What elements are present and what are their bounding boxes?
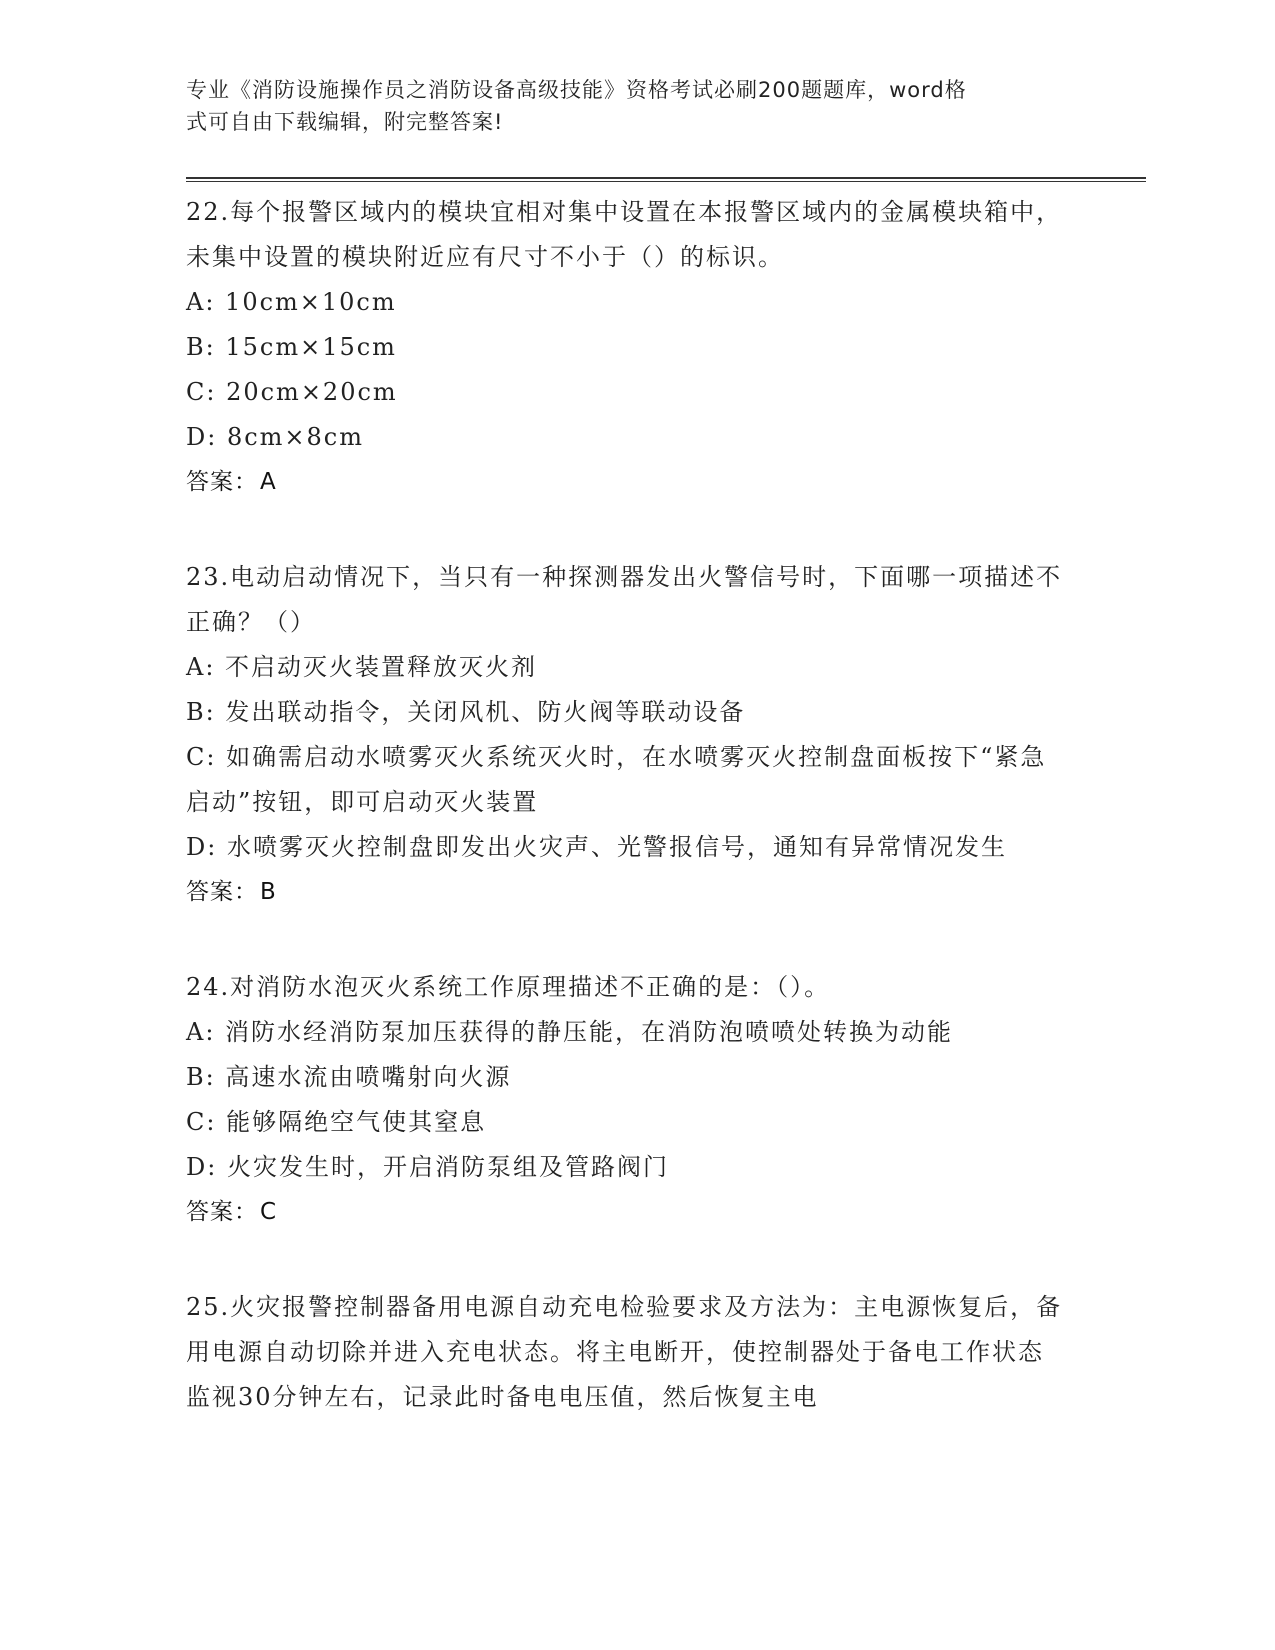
question-22 xyxy=(186,190,1066,505)
question-text: 23.电动启动情况下，当只有一种探测器发出火警信号时，下面哪一项描述不正确？（） xyxy=(186,563,1063,636)
option-b: B: 高速水流由喷嘴射向火源 xyxy=(186,1063,512,1091)
header-line-1: 专业《消防设施操作员之消防设备高级技能》资格考试必刷200题题库，word格 xyxy=(186,78,967,102)
answer-label: 答案： xyxy=(186,879,258,905)
question-list xyxy=(186,190,1066,1420)
question-23 xyxy=(186,555,1066,915)
answer-value: A xyxy=(260,469,277,495)
answer-label: 答案： xyxy=(186,1199,258,1225)
question-24 xyxy=(186,965,1066,1235)
header-divider xyxy=(186,177,1146,182)
question-text: 22.每个报警区域内的模块宜相对集中设置在本报警区域内的金属模块箱中，未集中设置的模块附近应有尺寸不小于（）的标识。 xyxy=(186,198,1063,271)
question-25 xyxy=(186,1285,1066,1420)
option-b: B: 15cm×15cm xyxy=(186,333,397,361)
answer-line xyxy=(186,1190,1066,1235)
answer-value: C xyxy=(260,1199,278,1225)
option-d: D: 8cm×8cm xyxy=(186,423,365,451)
answer-label: 答案： xyxy=(186,469,258,495)
question-text: 25.火灾报警控制器备用电源自动充电检验要求及方法为：主电源恢复后，备用电源自动切除并进入充电状态。将主电断开，使控制器处于备电工作状态监视30分钟左右，记录此时备电电压值，然后恢复主电 xyxy=(186,1293,1063,1411)
option-a: A: 消防水经消防泵加压获得的静压能，在消防泡喷喷处转换为动能 xyxy=(186,1018,954,1046)
option-d: D: 水喷雾灭火控制盘即发出火灾声、光警报信号，通知有异常情况发生 xyxy=(186,833,1007,861)
option-d: D: 火灾发生时，开启消防泵组及管路阀门 xyxy=(186,1153,669,1181)
question-text: 24.对消防水泡灭火系统工作原理描述不正确的是：（）。 xyxy=(186,973,831,1001)
answer-value: B xyxy=(260,879,277,905)
document-header xyxy=(186,74,1066,138)
option-c: C: 如确需启动水喷雾灭火系统灭火时，在水喷雾灭火控制盘面板按下“紧急启动”按钮，即可启动灭火装置 xyxy=(186,743,1047,816)
header-line-2: 式可自由下载编辑，附完整答案! xyxy=(186,110,504,134)
option-a: A: 不启动灭火装置释放灭火剂 xyxy=(186,653,538,681)
option-a: A: 10cm×10cm xyxy=(186,288,397,316)
option-c: C: 20cm×20cm xyxy=(186,378,398,406)
answer-line xyxy=(186,460,1066,505)
option-b: B: 发出联动指令，关闭风机、防火阀等联动设备 xyxy=(186,698,746,726)
option-c: C: 能够隔绝空气使其窒息 xyxy=(186,1108,487,1136)
answer-line xyxy=(186,870,1066,915)
